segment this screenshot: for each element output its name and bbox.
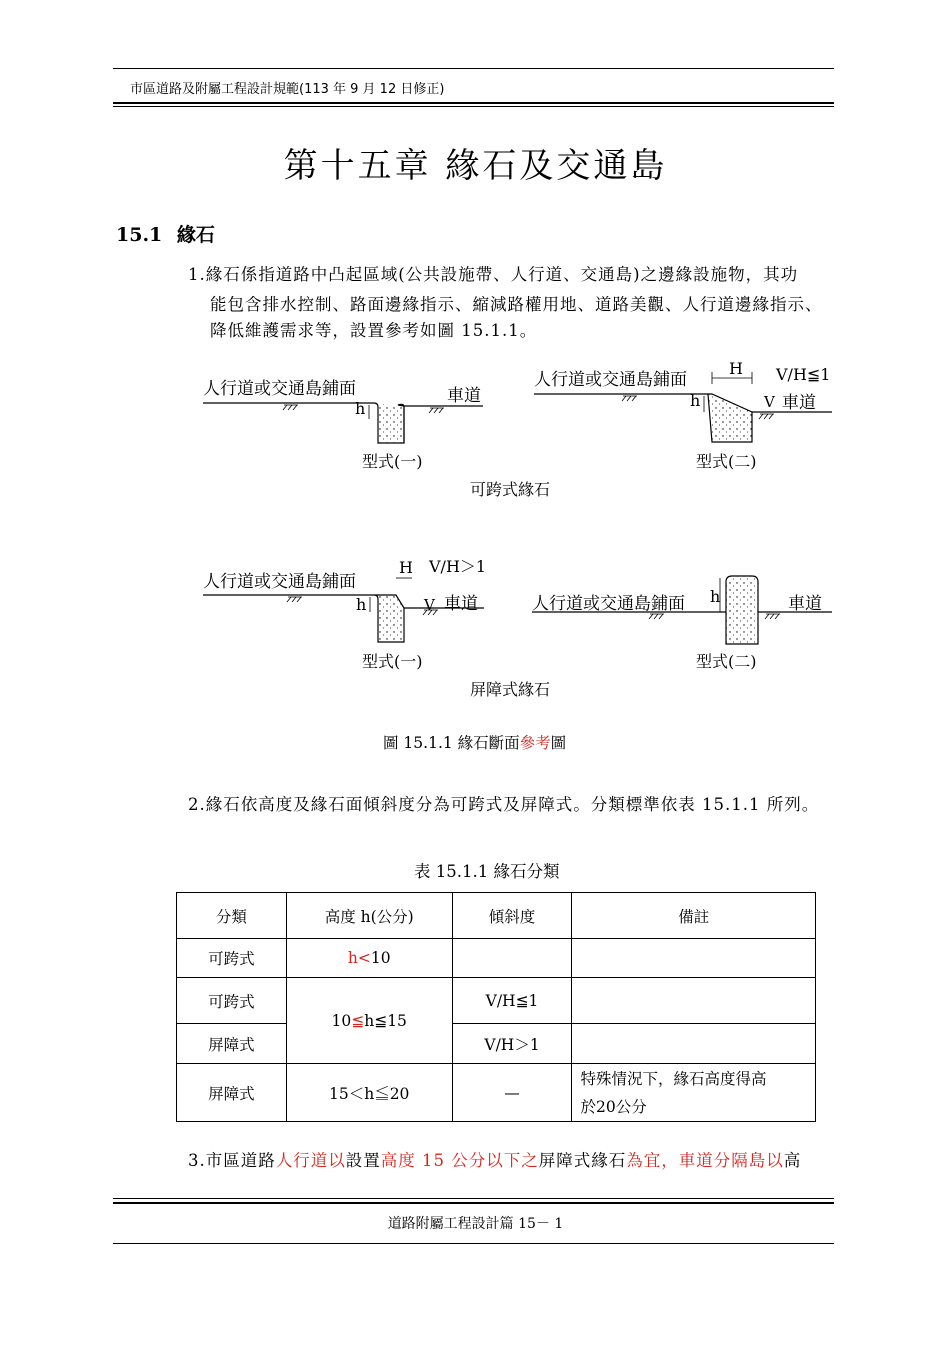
p3-highlight: 人行道以	[275, 1151, 346, 1170]
sidewalk-label: 人行道或交通島鋪面	[203, 379, 356, 399]
section-number: 15.1	[116, 224, 163, 246]
h-label: h	[356, 595, 367, 614]
mountable-curb-type-2	[534, 359, 832, 471]
figure-caption-end: 圖	[550, 734, 567, 752]
height-highlight: h<	[347, 949, 371, 967]
height-cell: 15＜h≦20	[286, 1064, 452, 1122]
note-cell	[572, 978, 816, 1024]
sidewalk-label: 人行道或交通島鋪面	[534, 370, 687, 390]
table-header-cell: 分類	[177, 893, 287, 939]
mountable-curb-type-1	[203, 379, 483, 471]
barrier-curb-type-2	[532, 576, 832, 671]
paragraph-3	[188, 1146, 801, 1175]
figure-caption-text: 圖 15.1.1 緣石斷面	[383, 734, 520, 752]
paragraph-1-line-3: 降低維護需求等，設置參考如圖 15.1.1。	[210, 321, 538, 340]
height-highlight: ≦	[351, 1011, 365, 1030]
figure-caption-highlight: 參考	[519, 734, 551, 752]
table-row	[177, 939, 816, 978]
table-header-row	[177, 893, 816, 939]
class-cell: 可跨式	[177, 939, 287, 978]
V-label: V	[764, 393, 775, 411]
p3-text: 屏障式緣石	[538, 1151, 627, 1170]
note-cell	[572, 1064, 816, 1122]
figure-caption	[383, 731, 566, 753]
section-title: 緣石	[176, 224, 215, 246]
lane-label: 車道	[444, 594, 478, 614]
header-bottom-rule-thin	[113, 106, 834, 107]
class-cell: 屏障式	[177, 1064, 287, 1122]
curb-classification-table	[176, 892, 816, 1122]
barrier-curb-type-1	[203, 557, 486, 671]
p3-text: 高	[783, 1151, 802, 1170]
type-label: 型式(二)	[696, 452, 757, 471]
header-top-rule	[113, 68, 834, 69]
lane-label: 車道	[447, 386, 481, 406]
h-label: h	[355, 399, 366, 418]
H-label: H	[399, 558, 413, 577]
footer-bottom-rule	[113, 1243, 834, 1244]
V-label: V	[424, 596, 435, 614]
height-value: 10	[370, 949, 391, 967]
section-heading	[116, 220, 215, 247]
footer-top-rule-thick	[113, 1202, 834, 1204]
type-label: 型式(二)	[696, 652, 757, 671]
page-footer-label: 道路附屬工程設計篇 15－ 1	[387, 1216, 564, 1232]
slope-cell	[452, 939, 572, 978]
height-value: 10	[331, 1011, 352, 1030]
table-row	[177, 978, 816, 1024]
slope-cell: V/H＞1	[452, 1024, 572, 1064]
lane-label: 車道	[782, 393, 816, 413]
height-value: h≦15	[364, 1011, 407, 1030]
group-label-barrier: 屏障式緣石	[470, 680, 551, 699]
slope-cell: V/H≦1	[452, 978, 572, 1024]
slope-cell: —	[452, 1064, 572, 1122]
type-label: 型式(一)	[362, 652, 423, 671]
table-caption: 表 15.1.1 緣石分類	[414, 862, 560, 881]
p3-highlight: 高度 15 公分以下之	[380, 1151, 539, 1170]
note-cell	[572, 939, 816, 978]
chapter-title: 第十五章 緣石及交通島	[283, 146, 668, 186]
sidewalk-label: 人行道或交通島鋪面	[203, 572, 356, 592]
lane-label: 車道	[788, 594, 822, 614]
table-header-cell: 備註	[572, 893, 816, 939]
table-row	[177, 1024, 816, 1064]
p3-highlight: 為宜	[626, 1151, 662, 1170]
p3-highlight: 車道分隔島以	[678, 1151, 784, 1170]
group-label-mountable: 可跨式緣石	[470, 480, 551, 499]
p3-highlight: ，	[661, 1151, 679, 1170]
paragraph-1-line-2: 能包含排水控制、路面邊緣指示、縮減路權用地、道路美觀、人行道邊緣指示、	[210, 295, 823, 314]
note-line: 特殊情況下，緣石高度得高	[580, 1069, 767, 1088]
H-label: H	[729, 359, 743, 378]
height-cell	[286, 978, 452, 1064]
table-header-cell: 高度 h(公分)	[286, 893, 452, 939]
header-bottom-rule-thick	[113, 102, 834, 104]
class-cell: 可跨式	[177, 978, 287, 1024]
curb-sections-figure	[0, 350, 951, 720]
p3-text: 3.市區道路	[188, 1151, 276, 1170]
h-label: h	[690, 391, 701, 410]
ratio-label: V/H＞1	[429, 557, 487, 576]
height-cell	[286, 939, 452, 978]
note-cell	[572, 1024, 816, 1064]
ratio-label: V/H≦1	[776, 365, 831, 384]
footer-top-rule-thin	[113, 1198, 834, 1199]
table-header-cell: 傾斜度	[452, 893, 572, 939]
paragraph-1-line-1: 1.緣石係指道路中凸起區域(公共設施帶、人行道、交通島)之邊緣設施物，其功	[188, 265, 799, 284]
paragraph-2: 2.緣石依高度及緣石面傾斜度分為可跨式及屏障式。分類標準依表 15.1.1 所列。	[188, 795, 820, 814]
type-label: 型式(一)	[362, 452, 423, 471]
sidewalk-label: 人行道或交通島鋪面	[532, 594, 685, 614]
table-row	[177, 1064, 816, 1122]
h-label: h	[710, 587, 721, 606]
note-line: 於20公分	[580, 1097, 647, 1116]
class-cell: 屏障式	[177, 1024, 287, 1064]
running-title: 市區道路及附屬工程設計規範(113 年 9 月 12 日修正)	[130, 82, 445, 97]
p3-text: 設置	[345, 1151, 381, 1170]
